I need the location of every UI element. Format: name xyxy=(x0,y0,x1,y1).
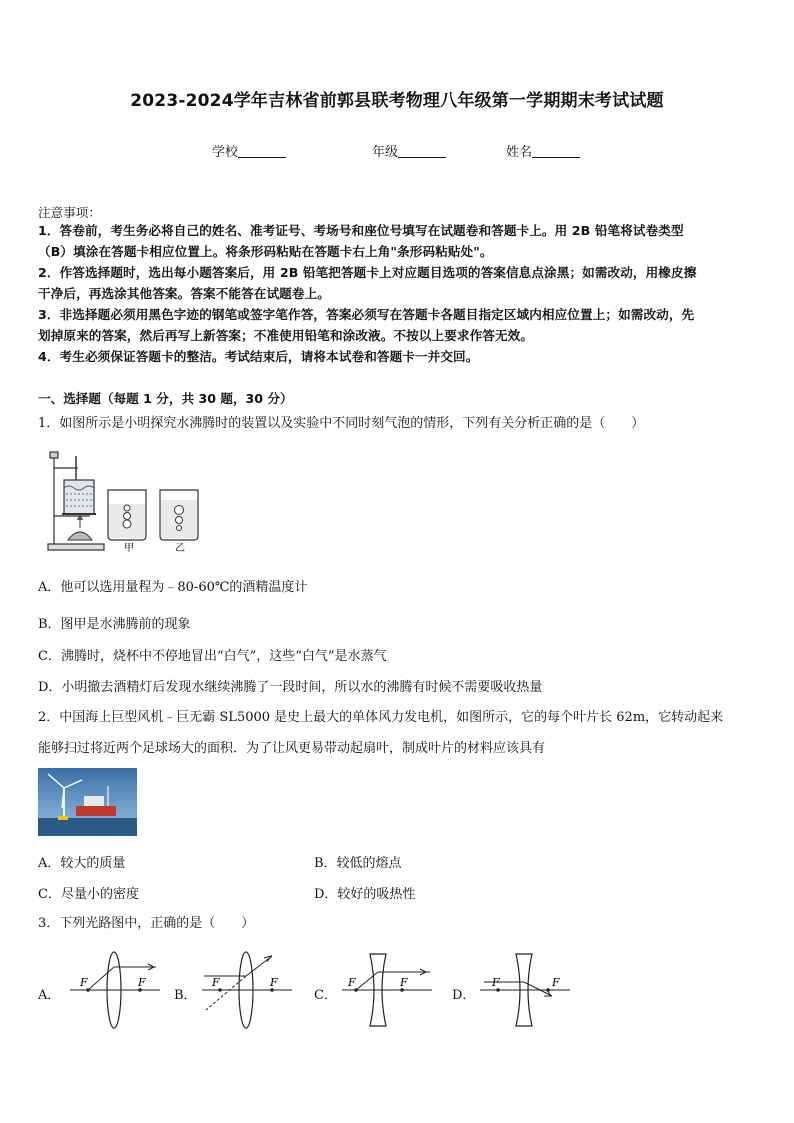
q2-option-c[interactable]: C．尽量小的密度 xyxy=(38,887,139,902)
q1-option-c[interactable]: C．沸腾时，烧杯中不停地冒出“白气”，这些“白气”是水蒸气 xyxy=(38,649,387,664)
q1-stem: 1．如图所示是小明探究水沸腾时的装置以及实验中不同时刻气泡的情形，下列有关分析正确的是（ ） xyxy=(38,416,645,431)
focus-label: F xyxy=(80,976,88,989)
q2-option-b[interactable]: B．较低的熔点 xyxy=(314,856,402,871)
q1-option-d[interactable]: D．小明撤去酒精灯后发现水继续沸腾了一段时间，所以水的沸腾有时候不需要吸收热量 xyxy=(38,680,543,695)
q3-stem: 3．下列光路图中，正确的是（ ） xyxy=(38,916,255,931)
q3-diagram-b xyxy=(200,950,294,1032)
wind-turbine-photo xyxy=(38,768,137,836)
grade-blank[interactable] xyxy=(398,145,446,158)
note-line: 3．非选择题必须用黑色字迹的钢笔或签字笔作答，答案必须写在答题卡各题目指定区域内相应位置上；如需改动，先 xyxy=(38,307,695,322)
notes-heading: 注意事项： xyxy=(38,205,101,220)
name-label: 姓名 xyxy=(506,145,533,160)
q2-stem-line1: 2．中国海上巨型风机﹣巨无霸 SL5000 是史上最大的单体风力发电机，如图所示，它的每个叶片长 62m，它转动起来 xyxy=(38,710,724,725)
q1-apparatus-figure xyxy=(44,448,204,554)
page-title: 2023-2024学年吉林省前郭县联考物理八年级第一学期期末考试试题 xyxy=(130,91,664,111)
note-line: 2．作答选择题时，选出每小题答案后，用 2B 铅笔把答题卡上对应题目选项的答案信息点涂黑；如需改动，用橡皮擦 xyxy=(38,265,697,280)
focus-label: F xyxy=(270,976,278,989)
name-field xyxy=(506,141,580,160)
q1-option-a[interactable]: A．他可以选用量程为﹣80-60℃的酒精温度计 xyxy=(38,580,308,595)
grade-label: 年级 xyxy=(372,145,399,160)
q3-diagram-c xyxy=(340,950,434,1032)
q1-option-b[interactable]: B．图甲是水沸腾前的现象 xyxy=(38,617,191,632)
beaker-jia-icon xyxy=(108,490,146,540)
heated-beaker-icon xyxy=(62,480,96,514)
focus-label: F xyxy=(138,976,146,989)
q2-stem-line2: 能够扫过将近两个足球场大的面积．为了让风更易带动起扇叶，制成叶片的材料应该具有 xyxy=(38,741,546,756)
label-yi: 乙 xyxy=(175,543,185,554)
q2-option-a[interactable]: A．较大的质量 xyxy=(38,856,126,871)
label-jia: 甲 xyxy=(124,543,134,554)
focus-label: F xyxy=(400,976,408,989)
name-blank[interactable] xyxy=(532,145,580,158)
q3-diagram-d xyxy=(478,950,572,1032)
q3-option-c[interactable]: C． xyxy=(314,988,337,1003)
focus-label: F xyxy=(348,976,356,989)
note-line: （B）填涂在答题卡相应位置上。将条形码粘贴在答题卡右上角"条形码粘贴处"。 xyxy=(38,244,493,259)
focus-label: F xyxy=(552,976,560,989)
school-label: 学校 xyxy=(212,145,239,160)
note-line: 干净后，再选涂其他答案。答案不能答在试题卷上。 xyxy=(38,286,330,301)
q2-option-d[interactable]: D．较好的吸热性 xyxy=(314,887,416,902)
q3-option-d[interactable]: D． xyxy=(452,988,476,1003)
focus-label: F xyxy=(212,976,220,989)
grade-field xyxy=(372,141,446,160)
section-heading: 一、选择题（每题 1 分，共 30 题，30 分） xyxy=(38,391,293,406)
q3-diagram-a xyxy=(68,950,162,1032)
q3-option-a[interactable]: A． xyxy=(38,988,61,1003)
note-line: 划掉原来的答案，然后再写上新答案；不准使用铅笔和涂改液。不按以上要求作答无效。 xyxy=(38,328,534,343)
school-blank[interactable] xyxy=(238,145,286,158)
note-line: 1．答卷前，考生务必将自己的姓名、准考证号、考场号和座位号填写在试题卷和答题卡上。用 2B 铅笔将试卷类型 xyxy=(38,223,684,238)
focus-label: F xyxy=(492,976,500,989)
school-field xyxy=(212,141,286,160)
alcohol-lamp-icon xyxy=(68,516,92,540)
note-line: 4．考生必须保证答题卡的整洁。考试结束后，请将本试卷和答题卡一并交回。 xyxy=(38,349,479,364)
q3-option-b[interactable]: B． xyxy=(174,988,197,1003)
beaker-yi-icon xyxy=(160,490,198,540)
